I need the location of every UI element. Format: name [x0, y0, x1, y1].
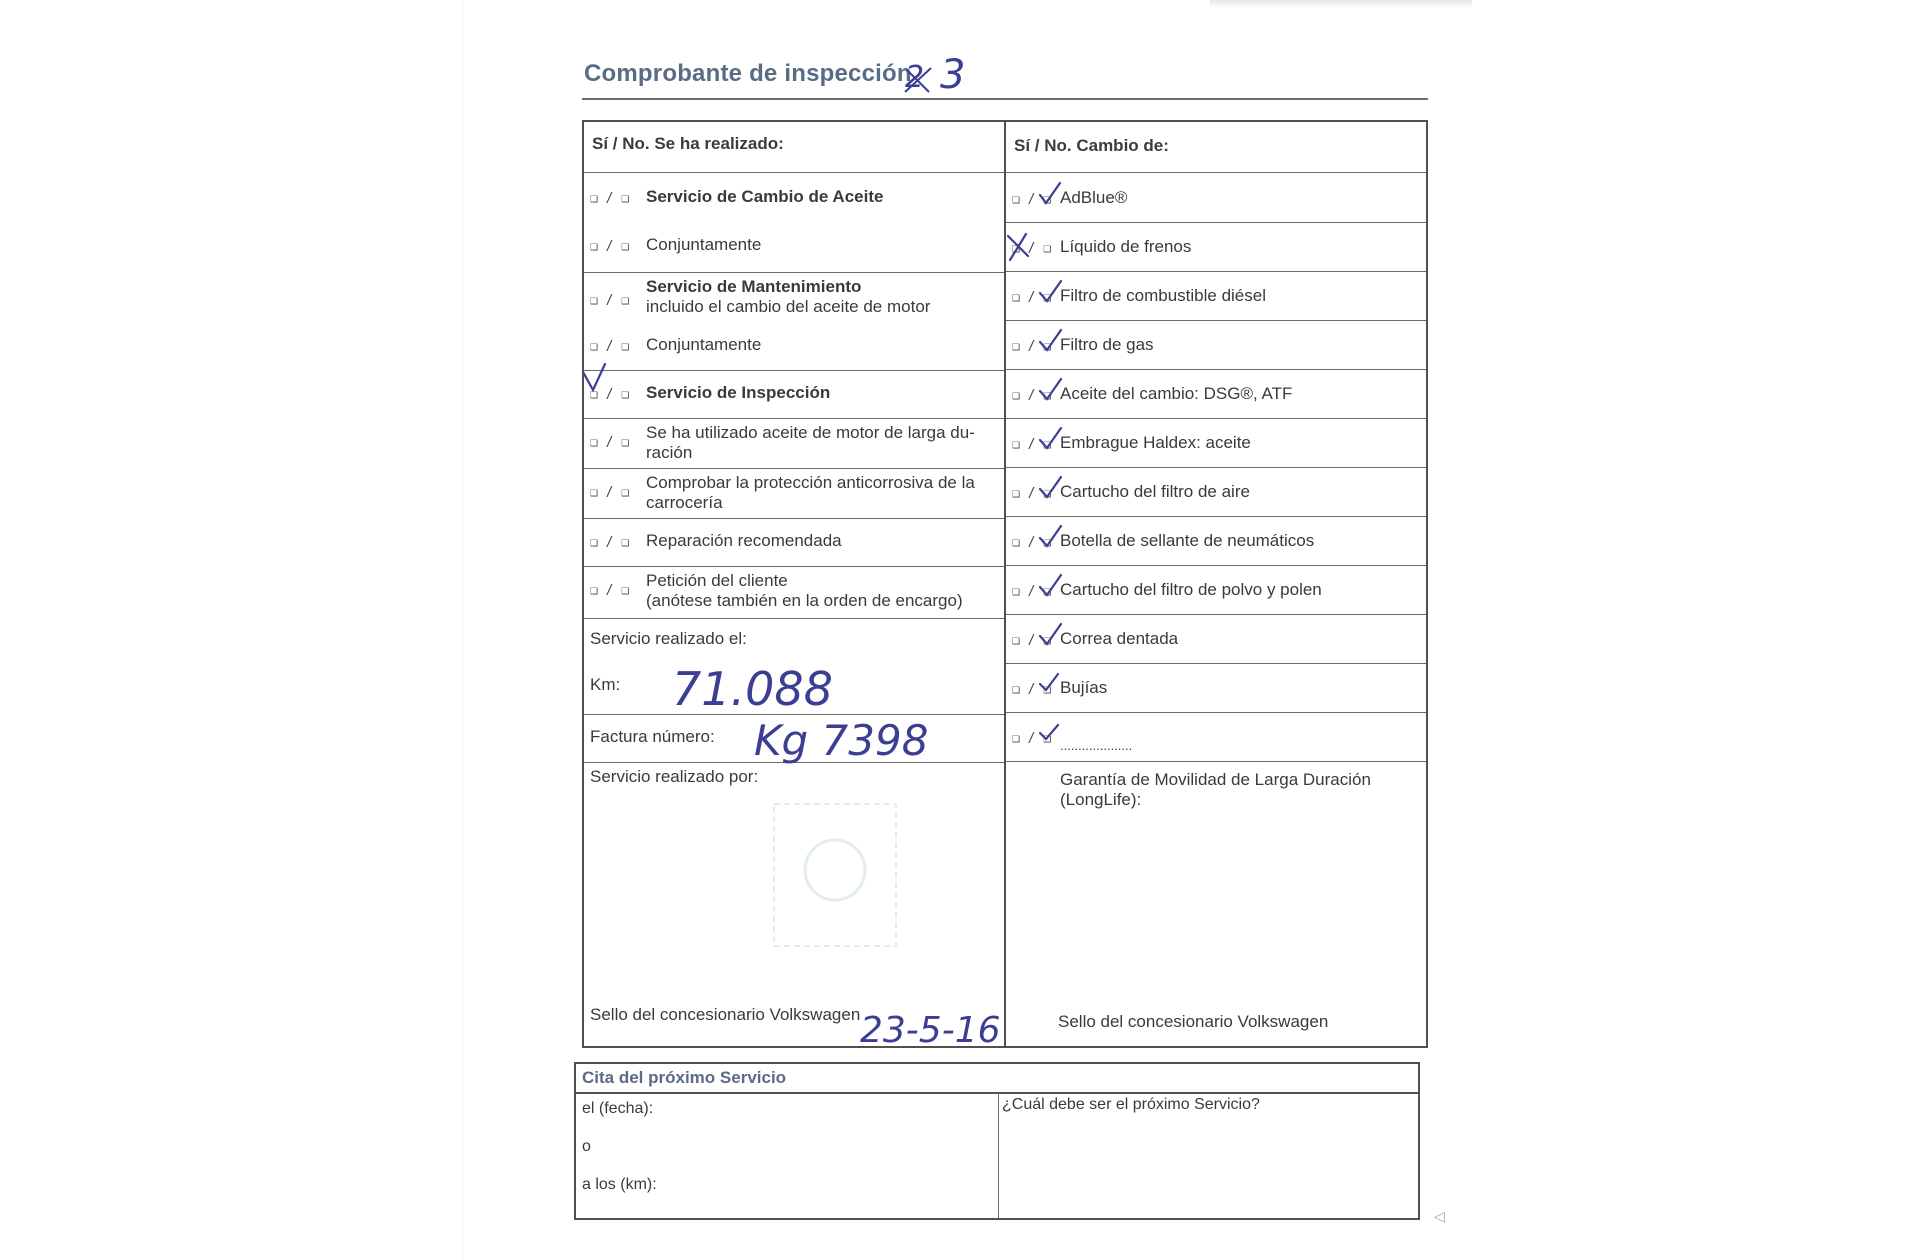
list-item: ❑ / ❑Comprobar la protección anticorrosiva de la carrocería	[590, 473, 975, 512]
service-date-label: Servicio realizado el:	[590, 629, 747, 648]
yes-no-checkbox[interactable]: ❑ / ❑	[590, 191, 630, 206]
list-item: ❑ / ❑ Botella de sellante de neumáticos	[1012, 531, 1314, 553]
next-service-left	[576, 1092, 999, 1218]
left-header: Sí / No. Se ha realizado:	[592, 134, 784, 153]
yes-no-checkbox[interactable]: ❑ / ❑	[590, 239, 630, 254]
longlife-guarantee-label: Garantía de Movilidad de Larga Duración (LongLife):	[1060, 770, 1371, 809]
list-item: ❑ / ❑ Líquido de frenos	[1012, 237, 1191, 259]
triangle-marker-icon: ◁	[1434, 1208, 1445, 1224]
or-label: o	[582, 1138, 591, 1155]
dealer-stamp-label-right: Sello del concesionario Volkswagen	[1058, 1012, 1329, 1031]
list-item: ❑ / ❑ Reparación recomendada	[590, 531, 842, 553]
list-item: ❑ / ❑ Servicio de Cambio de Aceite	[590, 187, 883, 209]
yes-no-checkbox[interactable]: ❑ / ❑	[1012, 486, 1052, 501]
yes-no-checkbox[interactable]: ❑ / ❑	[590, 535, 630, 550]
list-item: ❑ / ❑ Cartucho del filtro de aire	[1012, 482, 1250, 504]
next-service-header	[576, 1064, 1418, 1094]
next-date-label: el (fecha):	[582, 1100, 654, 1117]
list-item: ❑ / ❑ $_{....................}$	[1012, 727, 1132, 749]
right-header: Sí / No. Cambio de:	[1014, 136, 1169, 155]
list-item: ❑ / ❑ Conjuntamente	[590, 235, 761, 257]
yes-no-checkbox[interactable]: ❑ / ❑	[1012, 584, 1052, 599]
handwritten-title-number: 3	[940, 52, 966, 98]
next-service-title: Cita del próximo Servicio	[582, 1068, 787, 1087]
yes-no-checkbox[interactable]: ❑ / ❑	[1012, 339, 1052, 354]
list-item: ❑ / ❑ Aceite del cambio: DSG®, ATF	[1012, 384, 1292, 406]
list-item: ❑ / ❑ Embrague Haldex: aceite	[1012, 433, 1251, 455]
yes-no-checkbox[interactable]: ❑ / ❑	[590, 293, 630, 308]
handwritten-struck-number: 2	[905, 60, 925, 95]
yes-no-checkbox[interactable]: ❑ / ❑	[590, 583, 630, 598]
document-title: Comprobante de inspección	[584, 60, 912, 87]
yes-no-checkbox[interactable]: ❑ / ❑	[1012, 633, 1052, 648]
yes-no-checkbox[interactable]: ❑ / ❑	[590, 387, 630, 402]
yes-no-checkbox[interactable]: ❑ / ❑	[1012, 682, 1052, 697]
yes-no-checkbox[interactable]: ❑ / ❑	[1012, 290, 1052, 305]
list-item: ❑ / ❑ Correa dentada	[1012, 629, 1178, 651]
yes-no-checkbox[interactable]: ❑ / ❑	[1012, 437, 1052, 452]
list-item: ❑ / ❑Petición del cliente (anótese también en la orden de encargo)	[590, 571, 963, 610]
yes-no-checkbox[interactable]: ❑ / ❑	[590, 339, 630, 354]
next-service-question: ¿Cuál debe ser el próximo Servicio?	[1002, 1096, 1260, 1113]
km-label: Km:	[590, 675, 621, 694]
handwritten-km: 71.088	[672, 662, 833, 716]
list-item: ❑ / ❑Servicio de Mantenimiento incluido el cambio del aceite de motor	[590, 277, 931, 316]
list-item: ❑ / ❑ Filtro de gas	[1012, 335, 1154, 357]
next-service-box	[574, 1062, 1420, 1220]
handwritten-date: 23-5-16	[860, 1010, 1001, 1051]
dealer-stamp-label: Sello del concesionario Volkswagen	[590, 1005, 861, 1024]
next-km-label: a los (km):	[582, 1176, 657, 1193]
next-service-right	[998, 1092, 1418, 1218]
list-item: ❑ / ❑ Cartucho del filtro de polvo y polen	[1012, 580, 1322, 602]
invoice-label: Factura número:	[590, 727, 715, 746]
yes-no-checkbox[interactable]: ❑ / ❑	[1012, 388, 1052, 403]
yes-no-checkbox[interactable]: ❑ / ❑	[1012, 731, 1052, 746]
list-item: ❑ / ❑ Conjuntamente	[590, 335, 761, 357]
yes-no-checkbox[interactable]: ❑ / ❑	[1012, 192, 1052, 207]
list-item: ❑ / ❑ Bujías	[1012, 678, 1107, 700]
yes-no-checkbox[interactable]: ❑ / ❑	[590, 485, 630, 500]
dealer-stamp-ghost	[770, 800, 900, 950]
list-item: ❑ / ❑ Servicio de Inspección	[590, 383, 830, 405]
yes-no-checkbox[interactable]: ❑ / ❑	[1012, 241, 1052, 256]
handwritten-invoice: Kg 7398	[754, 716, 929, 765]
performed-by-label: Servicio realizado por:	[590, 767, 759, 786]
yes-no-checkbox[interactable]: ❑ / ❑	[590, 435, 630, 450]
yes-no-checkbox[interactable]: ❑ / ❑	[1012, 535, 1052, 550]
list-item: ❑ / ❑Se ha utilizado aceite de motor de larga du- ración	[590, 423, 975, 462]
list-item: ❑ / ❑ Filtro de combustible diésel	[1012, 286, 1266, 308]
list-item: ❑ / ❑ AdBlue®	[1012, 188, 1127, 210]
